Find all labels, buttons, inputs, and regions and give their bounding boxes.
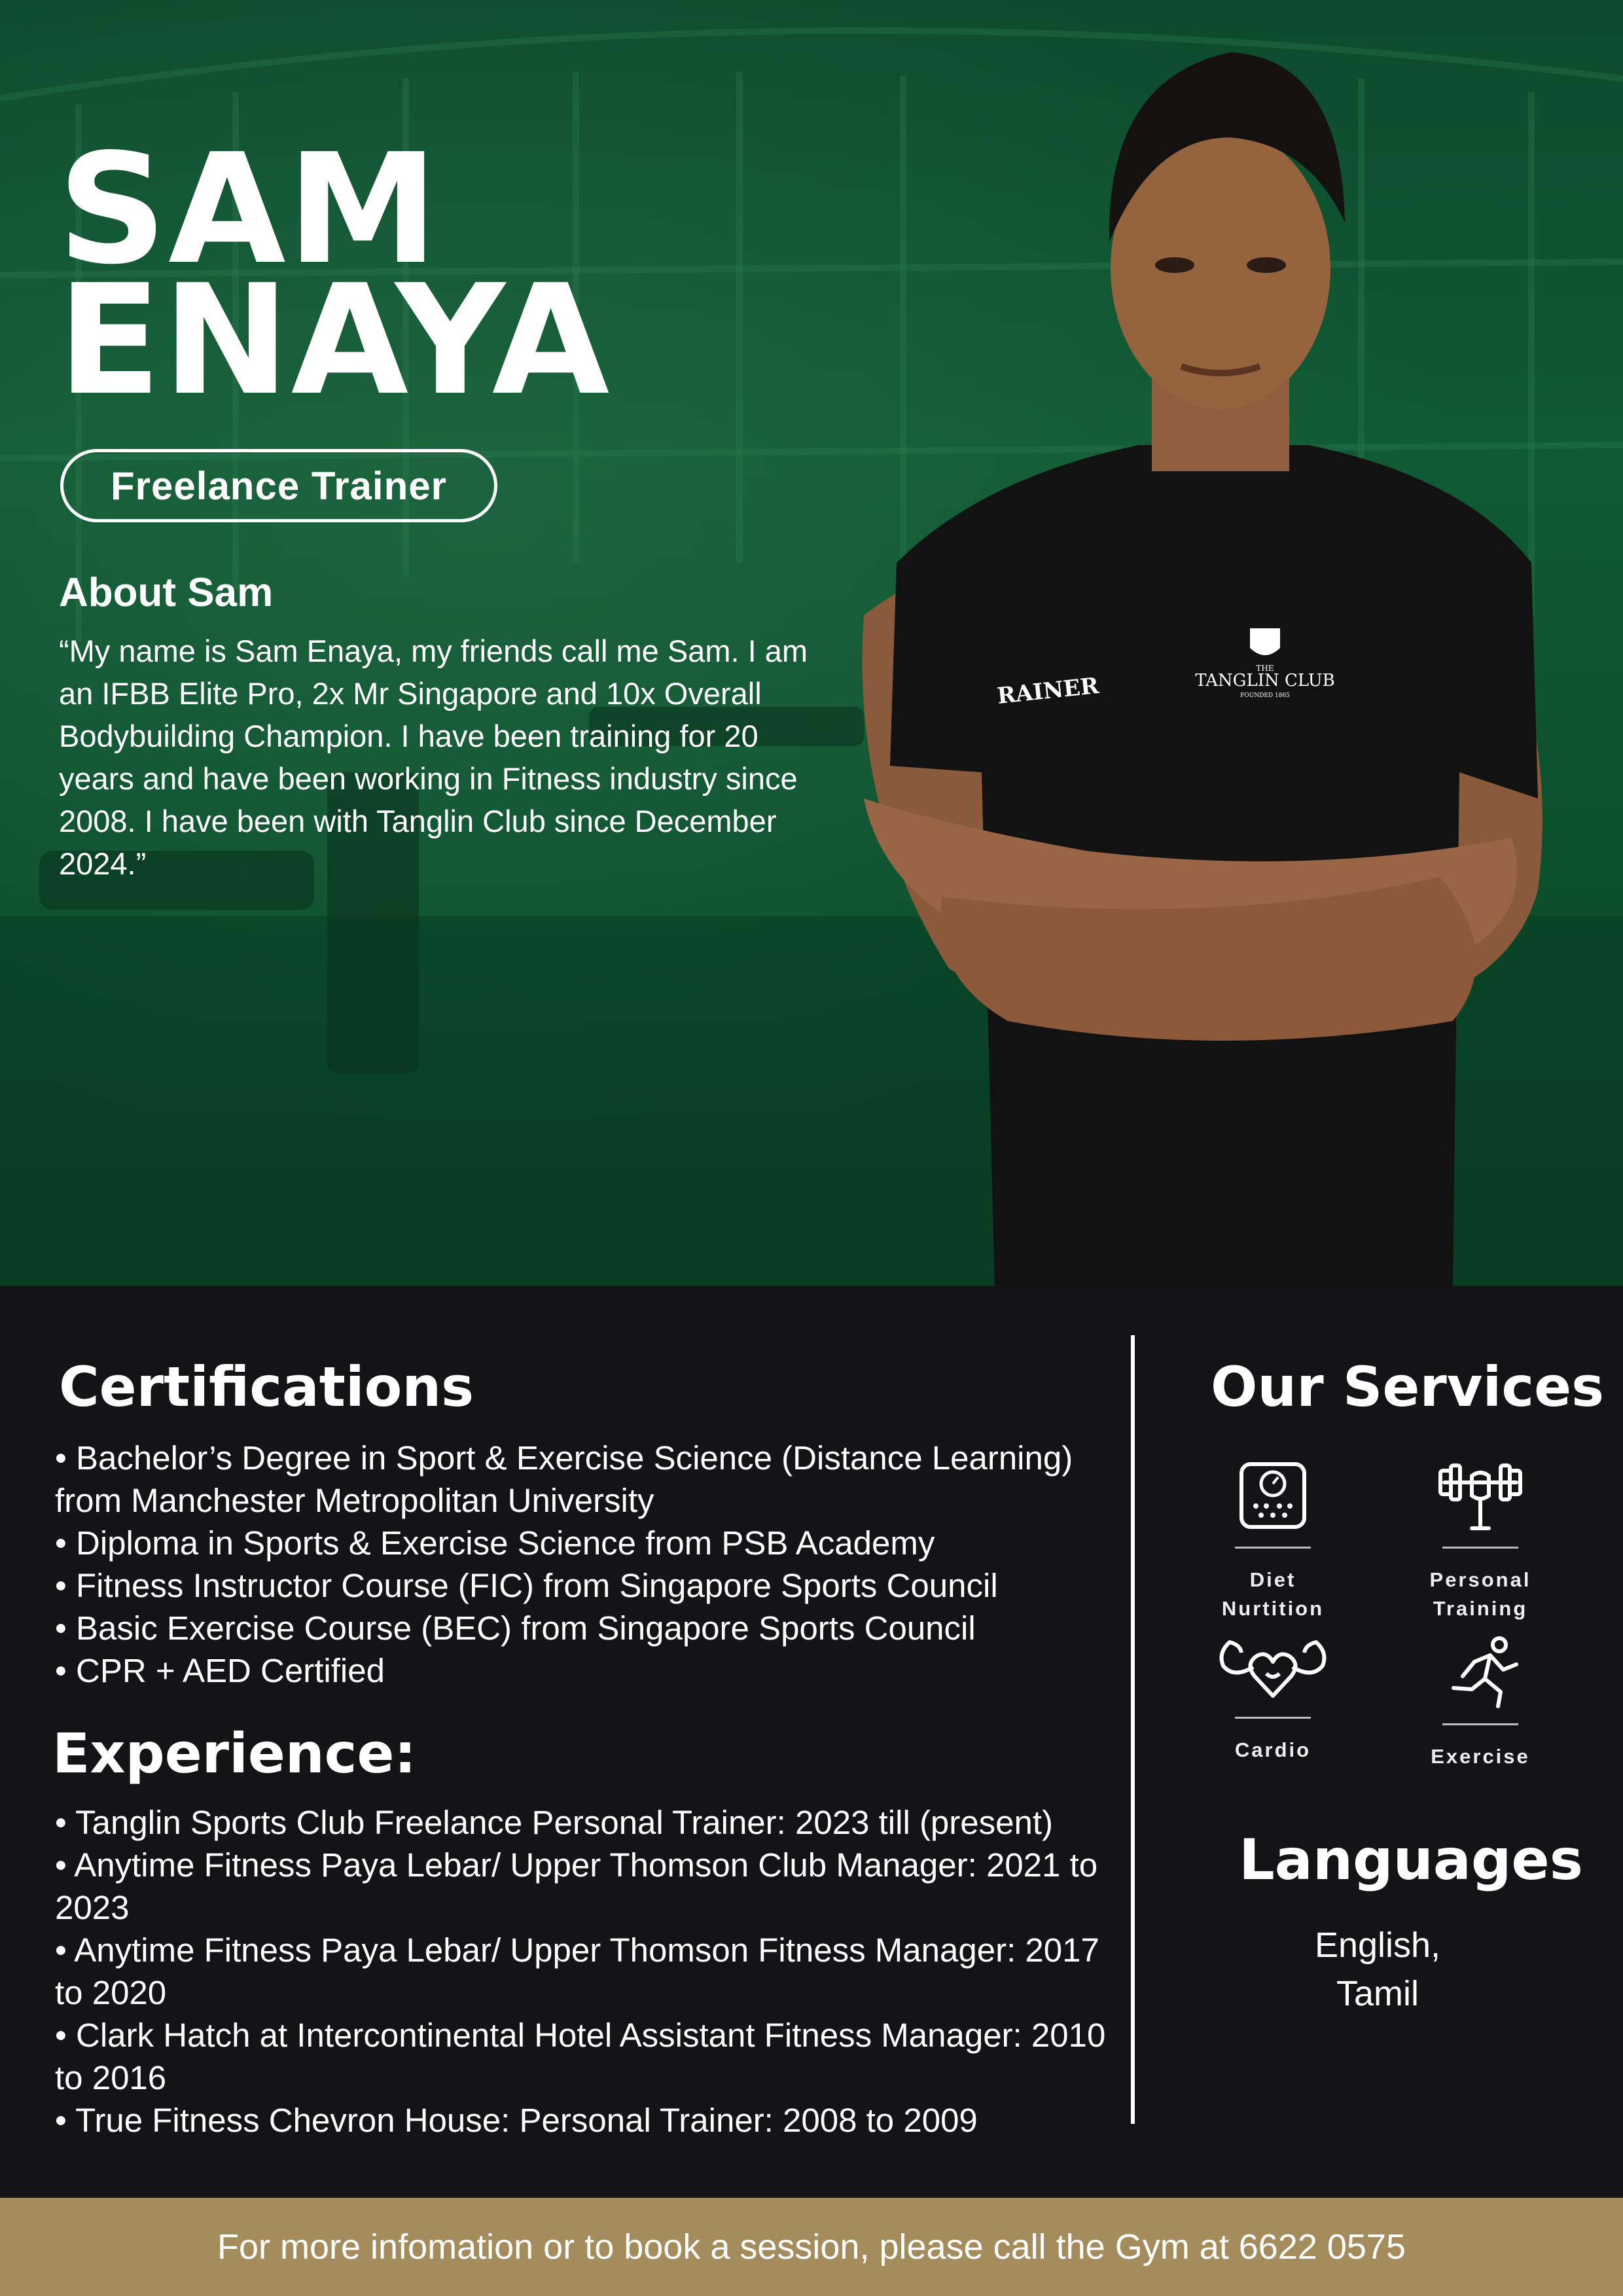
service-label: Cardio	[1234, 1738, 1311, 1761]
scale-icon	[1234, 1456, 1312, 1535]
list-item: • Basic Exercise Course (BEC) from Singapore Sports Council	[55, 1609, 976, 1647]
list-item: • CPR + AED Certified	[55, 1652, 385, 1689]
shirt-print-text: RAINER	[995, 672, 1100, 709]
running-icon	[1438, 1633, 1523, 1712]
service-label-line1: Personal	[1429, 1568, 1531, 1591]
list-item: • Anytime Fitness Paya Lebar/ Upper Thomson Fitness Manager: 2017 to 2020	[55, 1931, 1099, 2011]
logo-line3: FOUNDED 1865	[1240, 692, 1290, 699]
service-rule	[1442, 1547, 1518, 1549]
trainer-name	[58, 121, 611, 429]
list-item: • Bachelor’s Degree in Sport & Exercise Science (Distance Learning) from Manchester Metropolitan University	[55, 1439, 1073, 1519]
trainer-photo	[812, 26, 1623, 1286]
service-rule	[1442, 1723, 1518, 1725]
languages-title: Languages	[1239, 1827, 1583, 1893]
list-item: • Anytime Fitness Paya Lebar/ Upper Thomson Club Manager: 2021 to 2023	[55, 1846, 1098, 1926]
service-label-line1: Diet	[1249, 1568, 1296, 1591]
service-personal-training	[1395, 1456, 1565, 1623]
role-badge: Freelance Trainer	[60, 449, 497, 522]
about-text: “My name is Sam Enaya, my friends call me Sam. I am an IFBB Elite Pro, 2x Mr Singapore and 10x Overall Bodybuilding Champion. I have been training for 20 years and have been working in Fitness industry since 2008. I have been with Tanglin Club since December 2024.”	[59, 634, 808, 881]
certifications-title: Certifications	[59, 1355, 474, 1419]
list-item: • Fitness Instructor Course (FIC) from Singapore Sports Council	[55, 1567, 998, 1604]
first-name: SAM	[58, 121, 440, 298]
dumbbell-icon	[1431, 1456, 1529, 1535]
logo-line2: TANGLIN CLUB	[1195, 671, 1335, 691]
language-item: English,	[1314, 1926, 1441, 1965]
footer-text: For more infomation or to book a session, please call the Gym at 6622 0575	[217, 2227, 1406, 2267]
service-diet-nutrition	[1188, 1456, 1358, 1623]
list-item: • True Fitness Chevron House: Personal Trainer: 2008 to 2009	[55, 2102, 978, 2139]
service-cardio	[1188, 1633, 1358, 1765]
language-item: Tamil	[1336, 1974, 1419, 2013]
about-title: About Sam	[59, 570, 274, 615]
service-rule	[1235, 1547, 1311, 1549]
list-item: • Clark Hatch at Intercontinental Hotel Assistant Fitness Manager: 2010 to 2016	[55, 2017, 1106, 2096]
list-item: • Tanglin Sports Club Freelance Personal Trainer: 2023 till (present)	[55, 1804, 1054, 1841]
experience-title: Experience:	[52, 1721, 417, 1785]
logo-line1: THE	[1256, 664, 1274, 673]
service-label	[1395, 1566, 1565, 1623]
column-divider	[1131, 1335, 1135, 2124]
languages-list	[1221, 1921, 1535, 2018]
service-label	[1188, 1566, 1358, 1623]
list-item: • Diploma in Sports & Exercise Science from PSB Academy	[55, 1524, 935, 1562]
footer-bar	[0, 2198, 1623, 2296]
services-title: Our Services	[1211, 1355, 1605, 1419]
experience-list	[55, 1801, 1135, 2142]
service-label: Exercise	[1431, 1745, 1530, 1768]
service-label-line2: Training	[1433, 1597, 1528, 1620]
service-exercise	[1395, 1633, 1565, 1771]
heart-muscle-icon	[1214, 1633, 1332, 1705]
last-name: ENAYA	[58, 252, 611, 429]
certifications-list	[55, 1437, 1135, 1692]
service-label-line2: Nurtition	[1221, 1597, 1325, 1620]
service-rule	[1235, 1717, 1311, 1719]
